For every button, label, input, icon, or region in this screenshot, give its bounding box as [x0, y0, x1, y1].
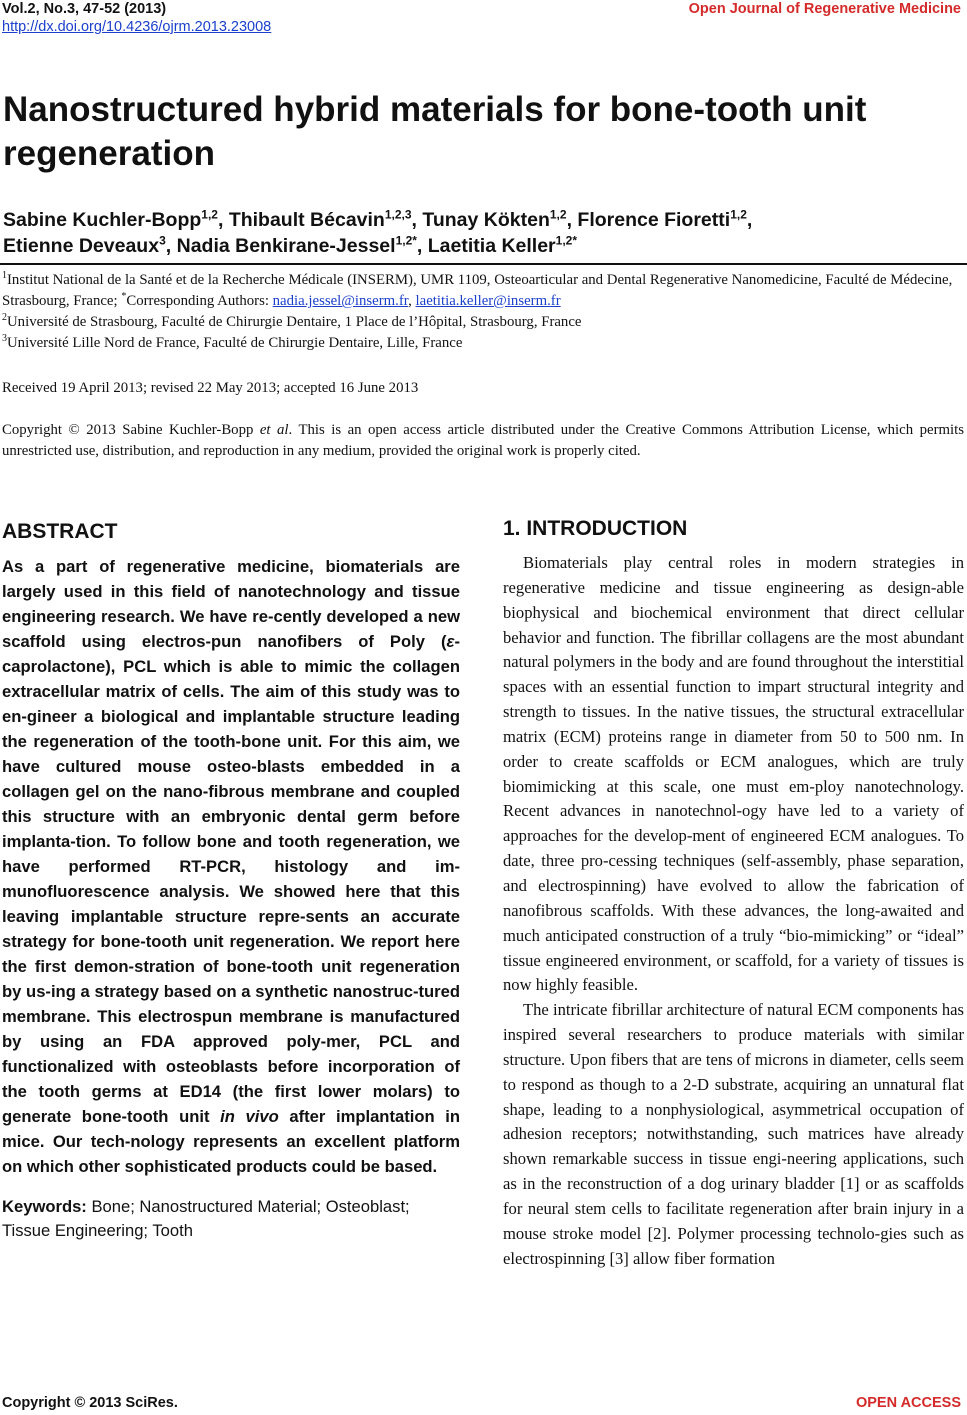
footer-open-access: OPEN ACCESS	[855, 1395, 961, 1411]
author-affiliation-mark: 1,2*	[555, 233, 578, 248]
abstract-part: -caprolactone), PCL which is able to mimic the collagen extracellular matrix of cells. The aim of this study was to en-gineer a biological and implantable structure leading the regeneration of the tooth-bone unit. For this aim, we have cultured mouse osteo-blasts embedded in a collagen gel on the nano-fibrous membrane and coupled this structure with an embryonic dental germ before implanta-tion. To follow bone and tooth regeneration, we have performed RT-PCR, histology and im-munofluorescence analysis. We showed here that this leaving implantable structure repre-sents an accurate strategy for bone-tooth unit regeneration. We report here the first demon-stration of bone-tooth unit regeneration by us-ing a strategy based on a synthetic nanostruc-tured membrane. This electrospun membrane is manufactured by using an FDA approved poly-mer, PCL and functionalized with osteoblasts before incorporation of the tooth germs at ED14 (the first lower molars) to generate bone-tooth unit	[2, 632, 460, 1126]
author-list	[3, 207, 958, 259]
header-divider	[0, 263, 967, 265]
article-title: Nanostructured hybrid materials for bone-tooth unit regeneration	[3, 90, 867, 173]
author-affiliation-mark: 1,2	[549, 207, 567, 222]
email-link-keller[interactable]: laetitia.keller@inserm.fr	[415, 293, 561, 309]
abstract-part: As a part of regenerative medicine, biomaterials are largely used in this field of nanotechnology and tissue engineering research. We have re-cently developed a new scaffold using electros-pun nanofibers of Poly (	[2, 557, 460, 651]
abstract-text	[2, 554, 460, 1179]
affiliation-text: Université Lille Nord de France, Faculté de Chirurgie Dentaire, Lille, France	[7, 335, 463, 351]
affiliations	[2, 270, 964, 354]
author-name: Laetitia Keller	[427, 235, 556, 257]
email-link-jessel[interactable]: nadia.jessel@inserm.fr	[272, 293, 409, 309]
footer-copyright: Copyright © 2013 SciRes.	[2, 1395, 178, 1411]
author-name: Nadia Benkirane-Jessel	[176, 235, 396, 257]
introduction-paragraph-1: Biomaterials play central roles in modern strategies in regenerative medicine and tissue engineering as design-able biophysical and biochemical environment that direct cellular behavior and function. The fibrillar collagens are the most abundant natural polymers in the body and are found throughout the interstitial spaces with an essential function to impart structural integrity and strength to tissues. In the native tissues, the structural extracellular matrix (ECM) proteins range in diameter from 50 to 500 nm. In order to create scaffolds or ECM analogues, which are truly biomimicking at this scale, one must em-ploy nanotechnology. Recent advances in nanotechnol-ogy have led to a variety of approaches for the develop-ment of engineered ECM analogues. To date, three pro-cessing techniques (self-assembly, phase separation, and electrospinning) have evolved to allow the fabrication of nanofibrous scaffolds. With these advances, the long-awaited and much anticipated construction of a truly “bio-mimicking” or “ideal” tissue engineered environment, or scaffold, for a variety of tissues is now highly feasible.	[503, 553, 964, 995]
affiliation-number: 2	[2, 312, 7, 324]
affiliation-number: 3	[2, 333, 7, 345]
received-dates: Received 19 April 2013; revised 22 May 2013; accepted 16 June 2013	[2, 380, 419, 396]
copyright-etal: et al	[259, 422, 289, 438]
author-separator: ,	[746, 209, 753, 231]
affiliation-number: 1	[2, 270, 7, 282]
keywords	[2, 1195, 460, 1243]
copyright-text: . This is an open access article distributed under the Creative Commons Attribution License, which permits unrestricted use, distribution, and reproduction in any medium, provided the original work is properly cited.	[2, 422, 965, 459]
affiliation-text: Institut National de la Santé et de la Recherche Médicale (INSERM), UMR 1109, Osteoarticular and Dental Regenerative Nanomedicine, Faculté de Médecine, Strasbourg, France;	[2, 272, 953, 309]
copyright-notice	[2, 420, 964, 462]
introduction-heading: 1. INTRODUCTION	[503, 517, 688, 540]
journal-name: Open Journal of Regenerative Medicine	[688, 1, 961, 17]
affiliation-3	[2, 333, 964, 354]
author-affiliation-mark: 1,2*	[395, 233, 417, 248]
corresponding-mark: *	[121, 291, 127, 303]
doi-link[interactable]: http://dx.doi.org/10.4236/ojrm.2013.23008	[2, 19, 272, 35]
corresponding-label: Corresponding Authors:	[126, 293, 273, 309]
introduction-column	[503, 515, 964, 1271]
author-separator: ,	[217, 209, 229, 231]
author-separator: ,	[165, 235, 177, 257]
author-affiliation-mark: 1,2	[730, 207, 747, 222]
author-separator: ,	[566, 209, 578, 231]
author-name: Tunay Kökten	[422, 209, 550, 231]
copyright-text: Copyright © 2013 Sabine Kuchler-Bopp	[2, 422, 260, 438]
email-separator: ,	[408, 293, 416, 309]
author-separator: ,	[416, 235, 428, 257]
author-name: Thibault Bécavin	[228, 209, 385, 231]
keywords-label: Keywords:	[2, 1197, 87, 1216]
keywords-list: Bone; Nanostructured Material; Osteoblast; Tissue Engineering; Tooth	[2, 1197, 410, 1240]
abstract-part: after implantation in mice. Our tech-nology represents an excellent platform on which other sophisticated products could be based.	[2, 1107, 460, 1176]
affiliation-2	[2, 312, 964, 333]
author-separator: ,	[411, 209, 423, 231]
author-name: Etienne Deveaux	[3, 235, 160, 257]
abstract-column	[2, 518, 460, 1243]
author-name: Sabine Kuchler-Bopp	[3, 209, 202, 231]
affiliation-text: Université de Strasbourg, Faculté de Chirurgie Dentaire, 1 Place de l’Hôpital, Strasbourg, France	[7, 314, 582, 330]
introduction-paragraph-2: The intricate fibrillar architecture of natural ECM components has inspired several researchers to produce materials with similar structure. Upon fibers that are tens of microns in diameter, cells seem to respond as though to a 2-D substrate, acquiring an unnatural flat shape, leading to a nonphysiological, asymmetrical occupation of adhesion receptors; notwithstanding, such matrices have already shown remarkable success in tissue engi-neering applications, such as in the reconstruction of a dog urinary bladder [1] or as scaffolds for neural stem cells to facilitate regeneration after brain injury in a mouse stroke model [2]. Polymer processing technolo-gies such as electrospinning [3] allow fiber formation	[503, 1000, 964, 1268]
citation: Vol.2, No.3, 47-52 (2013)	[2, 1, 167, 17]
abstract-epsilon: ε	[446, 632, 455, 651]
author-affiliation-mark: 1,2	[201, 207, 218, 222]
author-name: Florence Fioretti	[577, 209, 731, 231]
affiliation-1	[2, 270, 964, 312]
author-affiliation-mark: 1,2,3	[384, 207, 412, 222]
abstract-heading: ABSTRACT	[2, 520, 118, 543]
abstract-in-vivo: in vivo	[220, 1107, 279, 1126]
author-affiliation-mark: 3	[159, 233, 166, 248]
